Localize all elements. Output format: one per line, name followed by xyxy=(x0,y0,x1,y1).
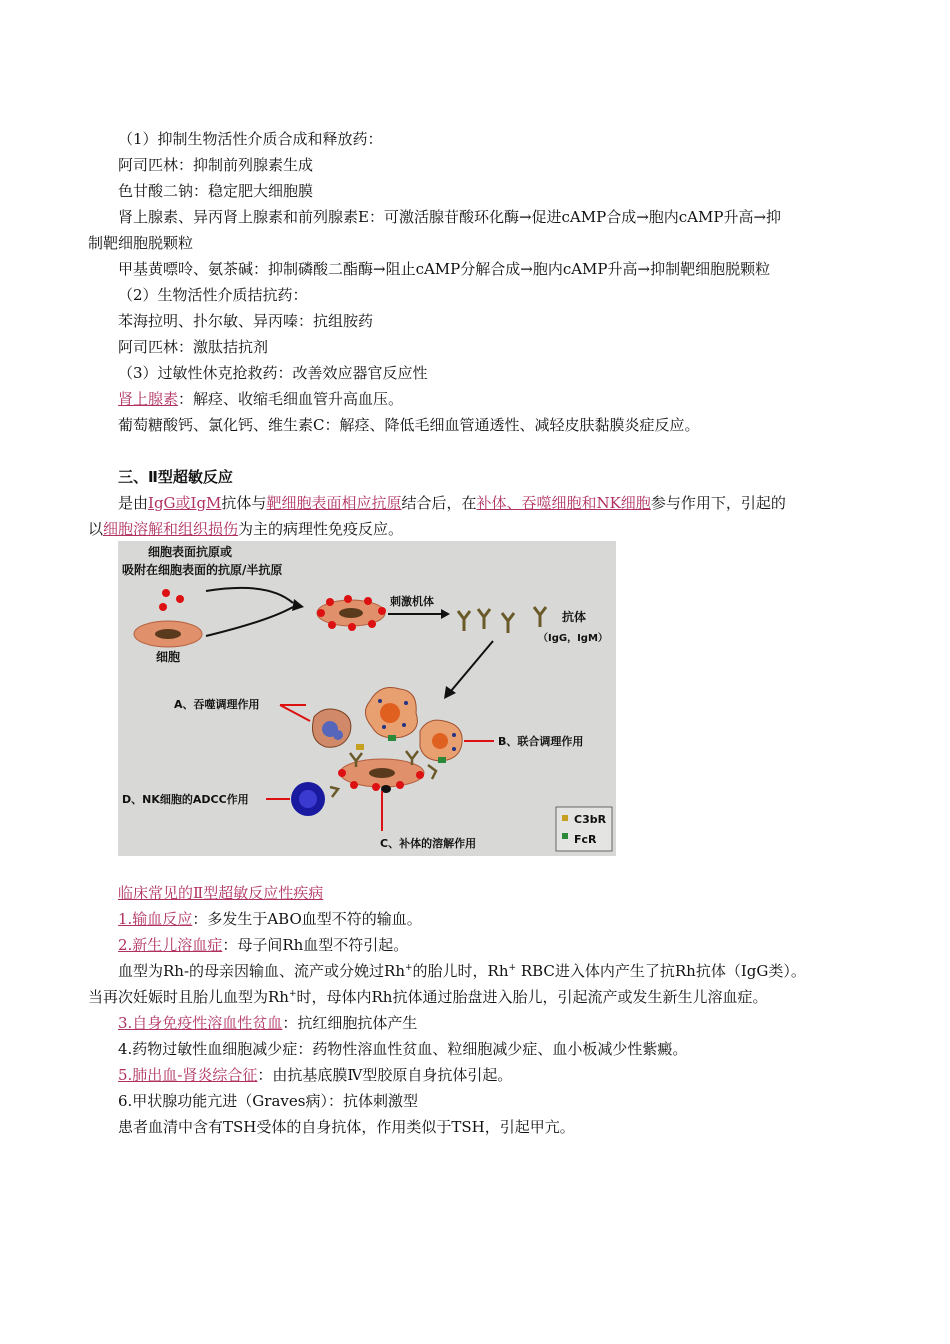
item-5-desc: ：由抗基底膜Ⅳ型胶原自身抗体引起。 xyxy=(257,1066,513,1084)
legend-c3br-swatch xyxy=(562,815,568,821)
item-3-title: 3.自身免疫性溶血性贫血 xyxy=(118,1014,283,1032)
drug-heading-2: （2）生物活性介质拮抗药： xyxy=(118,286,308,304)
macrophage-small xyxy=(420,720,462,761)
adrenaline-desc: ：解痉、收缩毛细血管升高血压。 xyxy=(178,390,404,408)
item-5-title: 5.肺出血-肾炎综合征 xyxy=(118,1066,258,1084)
def-text: 参与作用下，引起的 xyxy=(650,494,786,512)
drug-heading-1: （1）抑制生物活性介质合成和释放药： xyxy=(118,130,383,148)
highlight-effectors: 补体、吞噬细胞和NK细胞 xyxy=(476,494,651,512)
drug-aspirin-1: 阿司匹林：抑制前列腺素生成 xyxy=(118,156,314,174)
clinical-title xyxy=(118,880,893,906)
type2-mechanism-figure xyxy=(118,541,616,856)
drug-heading-3: （3）过敏性休克抢救药：改善效应器官反应性 xyxy=(118,364,428,382)
def-text: 为主的病理性免疫反应。 xyxy=(238,520,404,538)
drug-epinephrine-line2: 制靶细胞脱颗粒 xyxy=(88,234,194,252)
clinical-item-3 xyxy=(118,1010,893,1036)
highlight-cell-lysis: 细胞溶解和组织损伤 xyxy=(103,520,239,538)
drug-aspirin-2: 阿司匹林：激肽拮抗剂 xyxy=(118,338,269,356)
highlight-adrenaline: 肾上腺素 xyxy=(118,390,179,408)
clinical-item-5 xyxy=(118,1062,893,1088)
drug-calcium: 葡萄糖酸钙、氯化钙、维生素C：解痉、降低毛细血管通透性、减轻皮肤黏膜炎症反应。 xyxy=(118,416,700,434)
neutrophil xyxy=(313,709,351,747)
item-2-title: 2.新生儿溶血症 xyxy=(118,936,223,954)
clinical-item-6: 6.甲状腺功能亢进（Graves病）：抗体刺激型 xyxy=(118,1092,418,1110)
nk-cell xyxy=(291,782,325,816)
label-antigen-2: 吸附在细胞表面的抗原/半抗原 xyxy=(122,563,283,577)
detail-text: 当再次妊娠时且胎儿血型为Rh xyxy=(88,988,289,1006)
superscript-plus: + xyxy=(288,989,297,999)
drug-epinephrine-line1: 肾上腺素、异丙肾上腺素和前列腺素E：可激活腺苷酸环化酶→促进cAMP合成→胞内cAMP升高→抑 xyxy=(118,208,782,226)
drug-adrenaline-line xyxy=(118,386,893,412)
legend-fcr-swatch xyxy=(562,833,568,839)
detail-text: 血型为Rh-的母亲因输血、流产或分娩过Rh xyxy=(118,962,405,980)
label-antigen-1: 细胞表面抗原或 xyxy=(148,545,233,559)
detail-text: RBC进入体内产生了抗Rh抗体（IgG类）。 xyxy=(516,962,806,980)
cell-initial xyxy=(134,621,202,647)
def-text: 以 xyxy=(88,520,104,538)
clinical-item-2-detail-1 xyxy=(118,958,893,984)
item-1-title: 1.输血反应 xyxy=(118,910,193,928)
superscript-plus: + xyxy=(404,963,413,973)
legend-fcr: FcR xyxy=(574,833,597,846)
label-d: D、NK细胞的ADCC作用 xyxy=(122,793,249,806)
highlight-igg-igm: IgG或IgM xyxy=(148,494,222,512)
def-text: 抗体与 xyxy=(221,494,267,512)
legend xyxy=(556,807,612,851)
label-antibody-types: （IgG，IgM） xyxy=(538,633,608,644)
type2-definition-line1 xyxy=(118,490,893,516)
drug-cromolyn: 色甘酸二钠：稳定肥大细胞膜 xyxy=(118,182,314,200)
def-text: 是由 xyxy=(118,494,149,512)
drug-antihistamine: 苯海拉明、扑尔敏、异丙嗪：抗组胺药 xyxy=(118,312,374,330)
label-c: C、补体的溶解作用 xyxy=(380,837,477,850)
def-text: 结合后，在 xyxy=(401,494,477,512)
clinical-title-text: 临床常见的Ⅱ型超敏反应性疾病 xyxy=(118,884,324,902)
label-cell: 细胞 xyxy=(156,650,181,664)
section-heading-type2: 三、Ⅱ型超敏反应 xyxy=(118,468,233,486)
item-2-desc: ：母子间Rh血型不符引起。 xyxy=(222,936,409,954)
label-a: A、吞噬调理作用 xyxy=(174,698,260,711)
highlight-target-antigen: 靶细胞表面相应抗原 xyxy=(266,494,402,512)
label-stimulate: 刺激机体 xyxy=(390,595,434,608)
label-antibody: 抗体 xyxy=(562,610,587,624)
type2-definition-line2 xyxy=(88,516,863,542)
label-b: B、联合调理作用 xyxy=(498,735,584,748)
clinical-item-6-detail: 患者血清中含有TSH受体的自身抗体，作用类似于TSH，引起甲亢。 xyxy=(118,1118,575,1136)
drug-methylxanthine: 甲基黄嘌呤、氨茶碱：抑制磷酸二酯酶→阻止cAMP分解合成→胞内cAMP升高→抑制靶细胞脱颗粒 xyxy=(118,260,771,278)
legend-c3br: C3bR xyxy=(574,813,607,826)
item-3-desc: ：抗红细胞抗体产生 xyxy=(282,1014,418,1032)
clinical-item-2 xyxy=(118,932,893,958)
detail-text: 的胎儿时，Rh xyxy=(412,962,509,980)
superscript-plus: + xyxy=(508,963,517,973)
detail-text: 时，母体内Rh抗体通过胎盘进入胎儿，引起流产或发生新生儿溶血症。 xyxy=(296,988,768,1006)
item-1-desc: ：多发生于ABO血型不符的输血。 xyxy=(192,910,422,928)
clinical-item-4: 4.药物过敏性血细胞减少症：药物性溶血性贫血、粒细胞减少症、血小板减少性紫癜。 xyxy=(118,1040,688,1058)
clinical-item-2-detail-2 xyxy=(88,984,863,1010)
clinical-item-1 xyxy=(118,906,893,932)
